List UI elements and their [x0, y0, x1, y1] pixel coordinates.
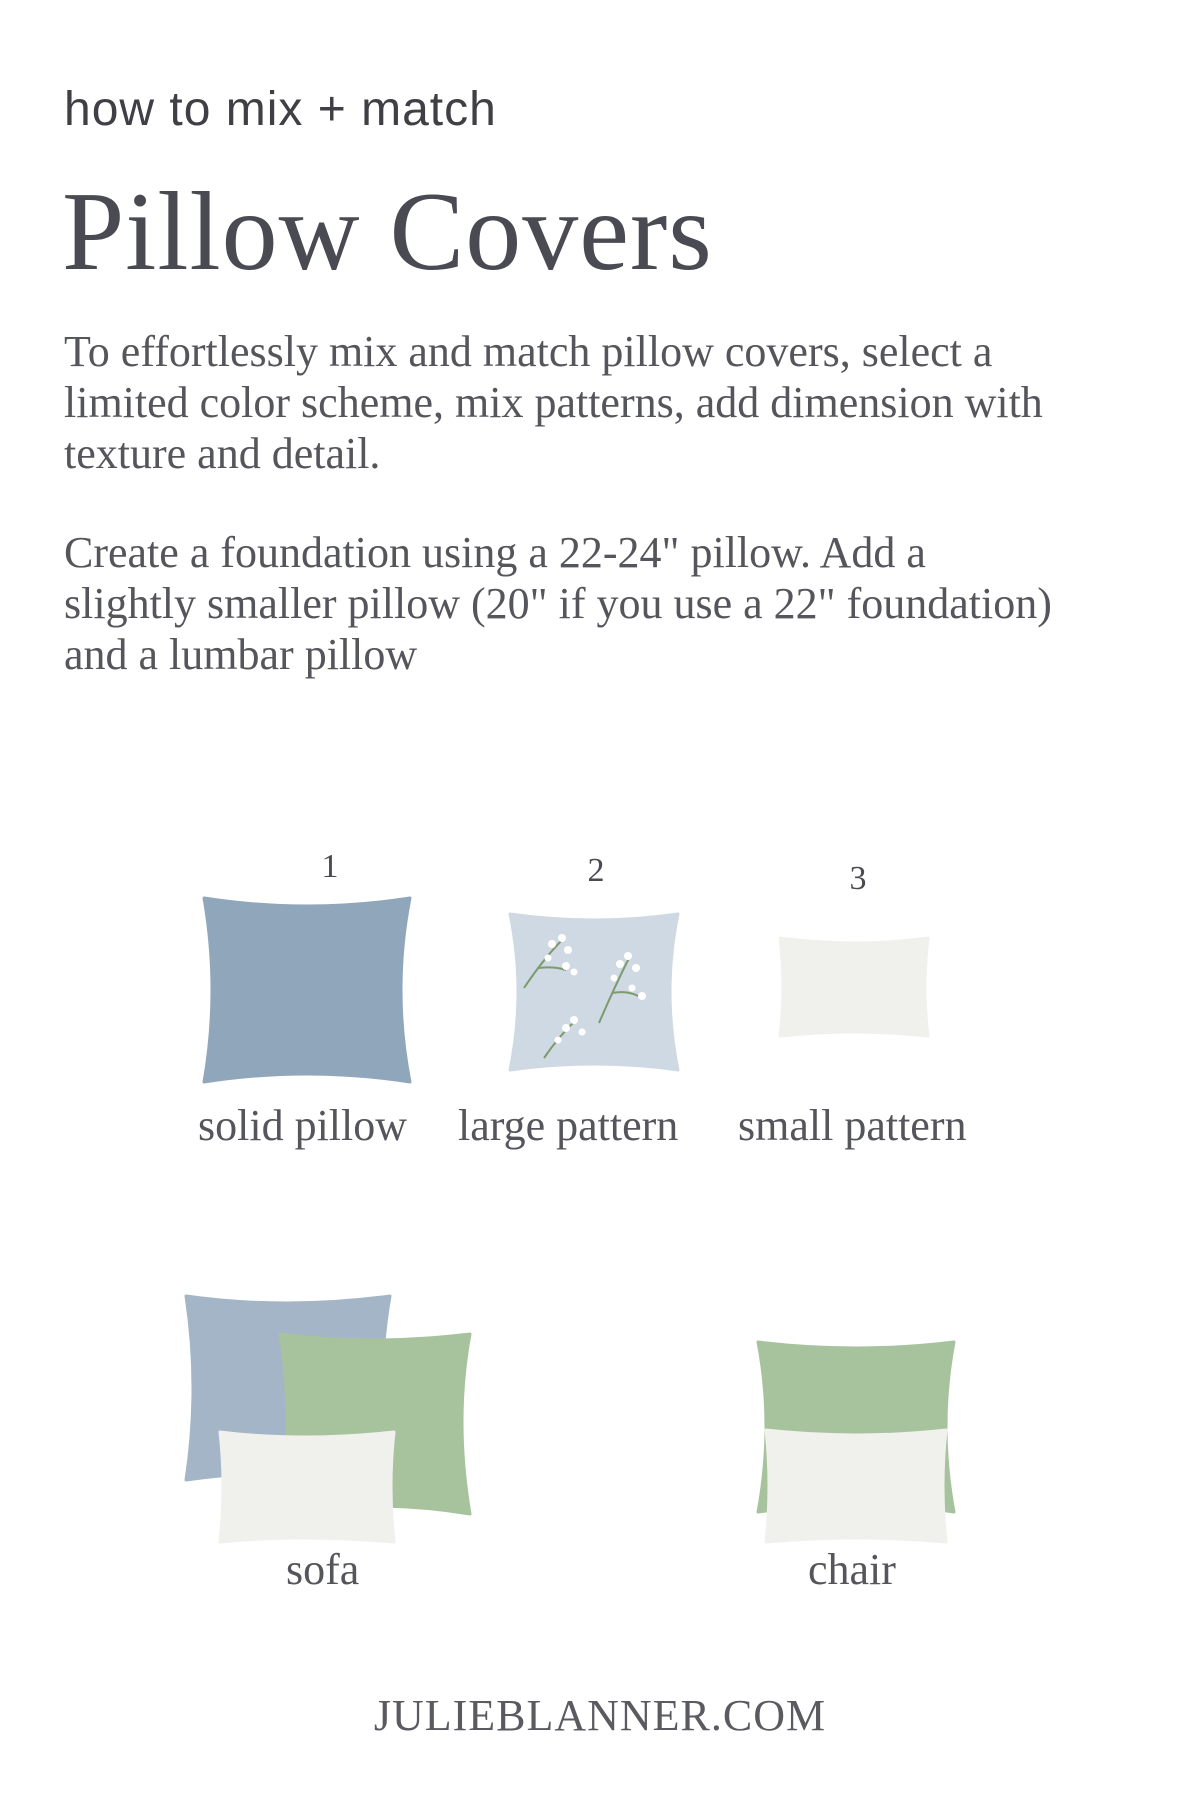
large-pattern-pillow-icon	[504, 908, 684, 1076]
step-number-1: 1	[321, 848, 339, 885]
sofa-arrangement-icon	[180, 1290, 480, 1560]
site-footer: JULIEBLANNER.COM	[373, 1691, 827, 1740]
intro-paragraph-2: Create a foundation using a 22-24" pillow. Add a slightly smaller pillow (20" if you use a 22" foundation) and a lumbar pillow	[64, 528, 1052, 679]
step-label-solid: solid pillow	[198, 1101, 408, 1150]
step-number-2: 2	[587, 852, 605, 889]
solid-pillow-icon	[196, 890, 418, 1090]
intro-paragraph-1: To effortlessly mix and match pillow covers, select a limited color scheme, mix patterns, add dimension with texture and detail.	[64, 327, 1043, 478]
chair-arrangement-icon	[752, 1336, 960, 1552]
step-number-3: 3	[849, 860, 867, 897]
small-pattern-pillow-icon	[772, 930, 936, 1044]
arrangement-label-sofa: sofa	[286, 1545, 360, 1594]
arrangement-label-chair: chair	[808, 1545, 896, 1594]
step-label-small: small pattern	[738, 1101, 967, 1150]
kicker-text: how to mix + match	[64, 83, 497, 136]
step-label-large: large pattern	[458, 1101, 679, 1150]
page-title: Pillow Covers	[62, 170, 713, 294]
